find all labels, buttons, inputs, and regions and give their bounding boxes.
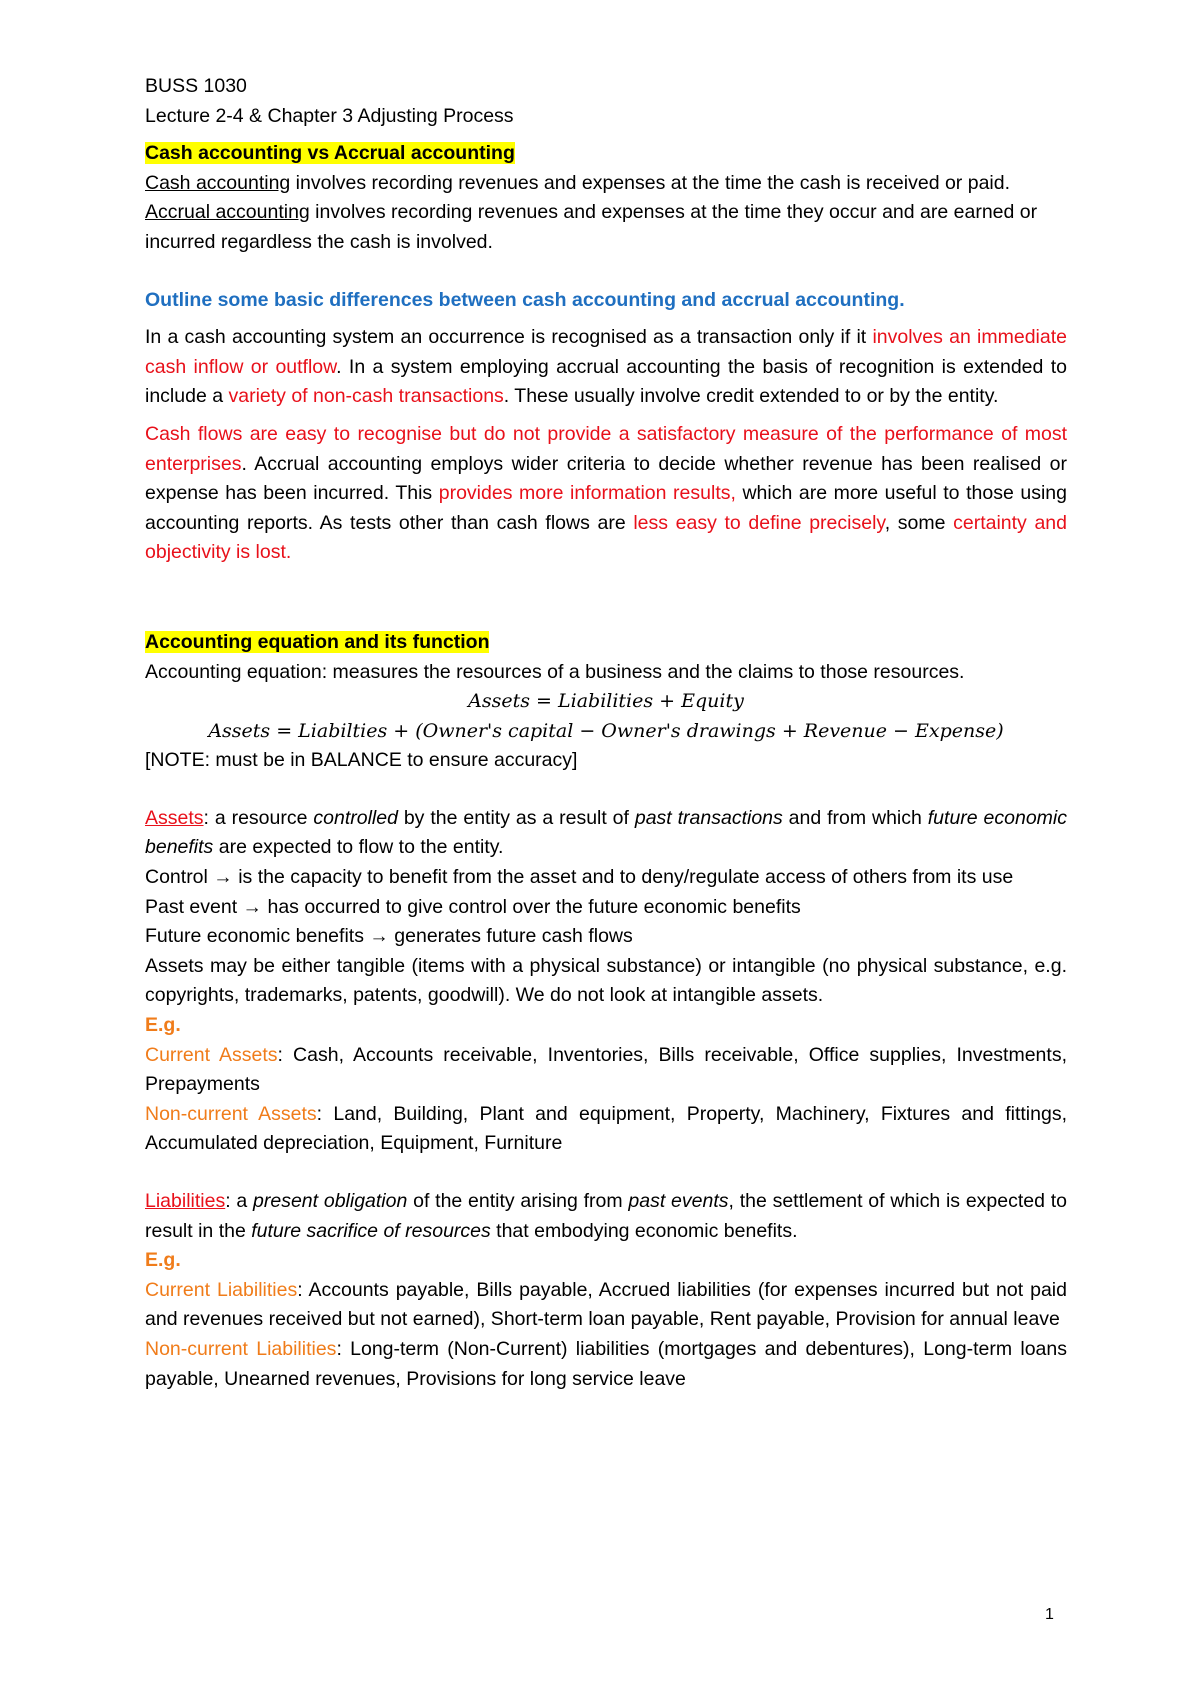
text-run: of the entity arising from	[407, 1190, 629, 1212]
text-run: are expected to flow to the entity.	[213, 836, 504, 859]
noncurrent-assets-list	[145, 1100, 1067, 1159]
cash-accounting-term: Cash accounting	[145, 171, 291, 194]
noncurrent-assets-label: Non-current Assets	[145, 1102, 317, 1125]
text-run: which are more useful to those using accounting reports. As tests other than cash flows are	[145, 482, 1067, 534]
text-run: and from which	[782, 806, 928, 829]
liabilities-example-label: E.g.	[145, 1249, 181, 1272]
differences-paragraph-1	[145, 323, 1067, 412]
text-run: : a	[225, 1190, 254, 1212]
red-text-run: less easy to define precisely	[633, 511, 885, 534]
differences-paragraph-2	[145, 420, 1067, 568]
page-content	[145, 72, 1067, 1394]
accrual-accounting-term: Accrual accounting	[145, 201, 310, 224]
assets-definition	[145, 804, 1067, 863]
noncurrent-liabilities-list	[145, 1335, 1067, 1394]
current-assets-items: : Cash, Accounts receivable, Inventories, Bills receivable, Office supplies, Investments, Prepayments	[145, 1043, 1067, 1096]
noncurrent-assets-items: : Land, Building, Plant and equipment, Property, Machinery, Fixtures and fittings, Accumulated depreciation, Equipment, Furniture	[145, 1102, 1067, 1155]
current-liabilities-label: Current Liabilities	[145, 1278, 298, 1301]
text-run: by the entity as a result of	[397, 806, 635, 829]
italic-text-run: future sacrifice of resources	[251, 1219, 491, 1242]
text-run: In a cash accounting system an occurrence is recognised as a transaction only if it	[145, 326, 873, 349]
red-text-run: involves an immediate cash inflow or outflow	[145, 326, 1067, 378]
equation-heading	[145, 628, 1067, 658]
future-benefits-explanation: Future economic benefits → generates future cash flows	[145, 925, 633, 948]
current-liabilities-list	[145, 1276, 1067, 1335]
text-run: : a resource	[203, 806, 314, 829]
assets-example-label: E.g.	[145, 1014, 181, 1037]
noncurrent-liabilities-label: Non-current Liabilities	[145, 1337, 337, 1360]
balance-note: [NOTE: must be in BALANCE to ensure accuracy]	[145, 749, 578, 772]
expanded-accounting-equation: Assets = Liabilties + (Owner's capital − Owner's drawings + Revenue − Expense)	[208, 719, 1004, 742]
course-code: BUSS 1030	[145, 75, 247, 97]
lecture-title: Lecture 2-4 & Chapter 3 Adjusting Process	[145, 104, 514, 127]
current-liabilities-items: : Accounts payable, Bills payable, Accrued liabilities (for expenses incurred but not paid and revenues received but not earned), Short-term loan payable, Rent payable, Provision for annual leave	[145, 1278, 1067, 1331]
liabilities-term: Liabilities	[145, 1190, 226, 1212]
current-assets-list	[145, 1041, 1067, 1100]
accrual-accounting-text: involves recording revenues and expenses at the time they occur and are earned or incurred regardless the cash is involved.	[145, 201, 1038, 253]
cash-accounting-definition	[145, 169, 1067, 199]
tangible-assets-text: Assets may be either tangible (items with a physical substance) or intangible (no physical substance, e.g. copyrights, trademarks, patents, goodwill). We do not look at intangible assets.	[145, 954, 1067, 1007]
accrual-accounting-definition	[145, 198, 1067, 257]
cash-accounting-text: involves recording revenues and expenses at the time the cash is received or paid.	[290, 171, 1011, 194]
text-run: that embodying economic benefits.	[490, 1219, 798, 1242]
text-run: . These usually involve credit extended to or by the entity.	[503, 385, 999, 408]
italic-text-run: future economic benefits	[145, 806, 1067, 859]
noncurrent-liabilities-items: : Long-term (Non-Current) liabilities (mortgages and debentures), Long-term loans payable, Unearned revenues, Provisions for long service leave	[145, 1337, 1067, 1390]
italic-text-run: past events	[628, 1190, 729, 1212]
equation-intro: Accounting equation: measures the resources of a business and the claims to those resources.	[145, 660, 965, 683]
text-run: , some	[884, 511, 954, 534]
accounting-equation: Assets = Liabilities + Equity	[468, 690, 744, 713]
heading-highlight: Accounting equation and its function	[145, 630, 490, 653]
red-text-run: Cash flows are easy to recognise but do not provide a satisfactory measure of the performance of most enterprises	[145, 422, 1067, 475]
italic-text-run: controlled	[313, 806, 398, 829]
text-run: , the settlement of which is expected to result in the	[145, 1190, 1067, 1242]
current-assets-label: Current Assets	[145, 1043, 278, 1066]
assets-term: Assets	[145, 806, 204, 829]
red-text-run: variety of non-cash transactions	[228, 385, 504, 408]
past-event-explanation: Past event → has occurred to give control over the future economic benefits	[145, 895, 801, 918]
text-run: . In a system employing accrual accounting the basis of recognition is extended to include a	[145, 355, 1067, 408]
cash-vs-accrual-heading	[145, 139, 1067, 169]
differences-question: Outline some basic differences between cash accounting and accrual accounting.	[145, 288, 905, 311]
italic-text-run: past transactions	[634, 806, 783, 829]
liabilities-definition	[145, 1187, 1067, 1246]
italic-text-run: present obligation	[253, 1190, 408, 1212]
red-text-run: provides more information results,	[438, 482, 736, 505]
red-text-run: certainty and objectivity is lost.	[145, 511, 1067, 564]
text-run: . Accrual accounting employs wider criteria to decide whether revenue has been realised or expense has been incurred. This	[145, 452, 1067, 505]
heading-highlight: Cash accounting vs Accrual accounting	[145, 142, 515, 165]
control-explanation: Control → is the capacity to benefit from the asset and to deny/regulate access of others from its use	[145, 866, 1014, 889]
page-number: 1	[1045, 1606, 1054, 1623]
